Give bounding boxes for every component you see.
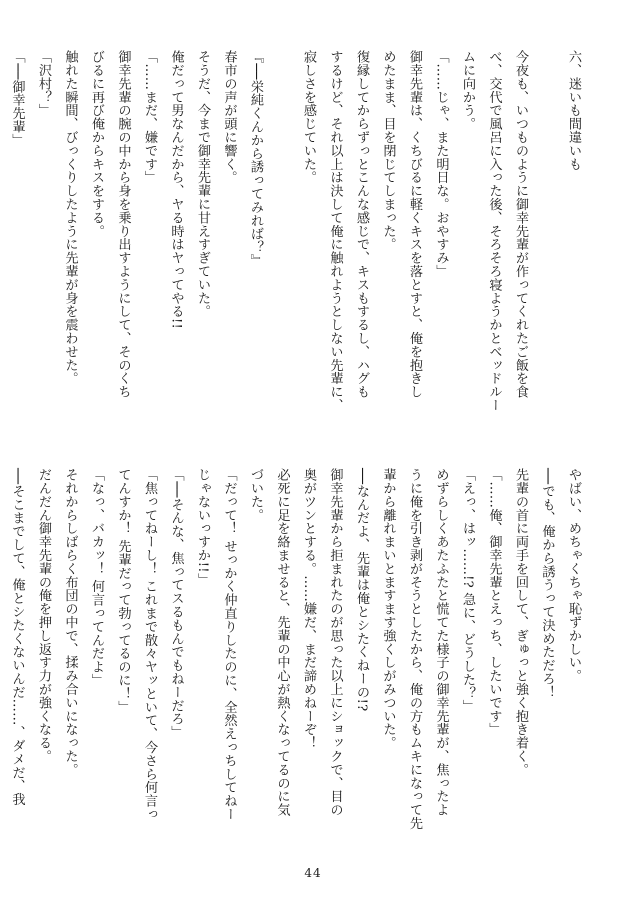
text-line: 奥がツンとする。……嫌だ、まだ諦めねーぞ！ xyxy=(301,468,316,750)
chapter-heading: 六、迷いも間違いも xyxy=(566,50,581,171)
text-line: 「……俺、御幸先輩とえっち、したいです」 xyxy=(486,468,502,736)
text-line: べ、交代で風呂に入った後、そろそろ寝ようかとベッドルー xyxy=(486,50,502,412)
text-line: 今夜も、いつものように御幸先輩が作ってくれたご飯を食 xyxy=(513,50,528,399)
text-line: 春市の声が頭に響く。 xyxy=(221,50,237,184)
text-line: 「なっ、バカッ！ 何言ってんだよ」 xyxy=(89,468,104,687)
page-number: 44 xyxy=(304,866,322,880)
text-line: ムに向かう。 xyxy=(460,50,475,131)
text-line: 「沢村？」 xyxy=(36,50,51,117)
text-line: 触れた瞬間、びっくりしたように先輩が身を震わせた。 xyxy=(62,50,78,385)
text-line: てんすか！ 先輩だって勃ってるのに！」 xyxy=(115,468,131,714)
text-line: うに俺を引き剥がそうとしたから、俺の方もムキになって先 xyxy=(407,468,422,830)
blank-line xyxy=(533,50,560,445)
text-line: 復縁してからずっとこんな感じで、キスもするし、ハグも xyxy=(354,50,369,399)
text-line: めずらしくあたふたと慌てた様子の御幸先輩が、焦ったよ xyxy=(433,468,449,817)
text-line: 「だって！ せっかく仲直りしたのに、全然えっちしてねー xyxy=(221,468,237,821)
blank-line xyxy=(268,50,295,445)
text-line: それからしばらく布団の中で、揉み合いになった。 xyxy=(62,468,78,777)
text-line: そうだ、今まで御幸先輩に甘えすぎていた。 xyxy=(195,50,210,318)
text-line: 寂しさを感じていた。 xyxy=(301,50,316,184)
text-line: 俺だって男なんだから、ヤる時はヤってやる!! xyxy=(168,50,184,329)
text-line: づいた。 xyxy=(248,468,263,522)
text-line: だんだん御幸先輩の俺を押し返す力が強くなる。 xyxy=(36,468,51,763)
text-line: ──でも、俺から誘うって決めただろ！ xyxy=(539,468,555,699)
text-line: 御幸先輩は、くちびるに軽くキスを落とすと、俺を抱きし xyxy=(407,50,422,399)
text-line: 先輩の首に両手を回して、ぎゅっと強く抱き着く。 xyxy=(513,468,528,777)
text-line: めたまま、目を閉じてしまった。 xyxy=(380,50,396,251)
text-line: 「焦ってねーし！ これまで散々ヤッといて、今さら何言っ xyxy=(142,468,157,821)
text-block-bottom xyxy=(3,468,586,860)
text-line: 「──御幸先輩」 xyxy=(9,50,25,147)
text-line: 「──そんな、焦ってスるもんでもねーだろ」 xyxy=(168,468,184,739)
text-line: 必死に足を絡ませると、先輩の中心が熱くなってるのに気 xyxy=(274,468,290,817)
text-line: 「……まだ、嫌です」 xyxy=(142,50,157,184)
text-line: 御幸先輩から拒まれたのが思った以上にショックで、目の xyxy=(327,468,343,817)
text-line: 「えっ、はッ……!? 急に、どうした？」 xyxy=(460,468,475,713)
text-line: やばい、めちゃくちゃ恥ずかしい。 xyxy=(566,468,581,683)
text-line: びるに再び俺からキスをする。 xyxy=(89,50,104,238)
text-line: ──なんだよ、先輩は俺とシたくねーの!? xyxy=(354,468,369,712)
text-line: 『──栄純くんから誘ってみれば？』 xyxy=(248,50,263,268)
text-line: 「……じゃ、また明日な。おやすみ」 xyxy=(433,50,449,278)
text-line: ──そこまでして、俺とシたくないんだ……、ダメだ、我 xyxy=(9,468,25,806)
text-line: するけど、それ以上は決して俺に触れようとしない先輩に、 xyxy=(327,50,343,412)
text-line: じゃないっすか!!」 xyxy=(195,468,210,587)
text-line: 御幸先輩の腕の中から身を乗り出すようにして、そのくち xyxy=(115,50,131,399)
text-block-top xyxy=(3,50,586,445)
text-line: 輩から離れまいとますます強くしがみついた。 xyxy=(380,468,396,750)
